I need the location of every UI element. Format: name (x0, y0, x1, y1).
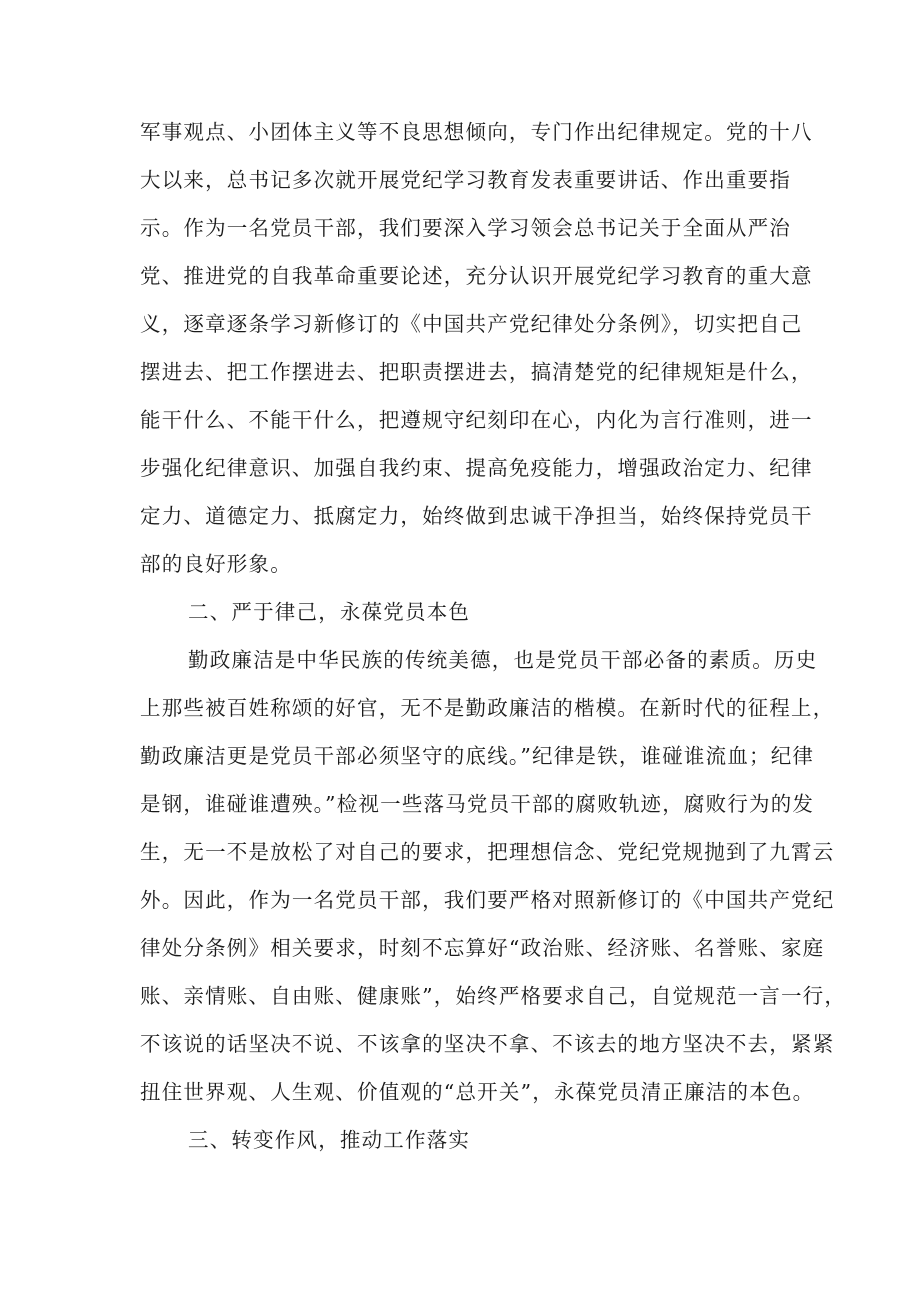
paragraph-line: 是钢，谁碰谁遭殃。”检视一些落马党员干部的腐败轨迹，腐败行为的发 (140, 792, 815, 816)
paragraph-line: 生，无一不是放松了对自己的要求，把理想信念、党纪党规抛到了九霄云 (140, 840, 835, 864)
paragraph-line: 外。因此，作为一名党员干部，我们要严格对照新修订的《中国共产党纪 (140, 888, 835, 912)
section-heading: 三、转变作风，推动工作落实 (188, 1128, 471, 1152)
paragraph-line: 示。作为一名党员干部，我们要深入学习领会总书记关于全面从严治 (140, 216, 791, 240)
paragraph-line: 上那些被百姓称颂的好官，无不是勤政廉洁的楷模。在新时代的征程上， (140, 696, 835, 720)
paragraph-line: 军事观点、小团体主义等不良思想倾向，专门作出纪律规定。党的十八 (140, 120, 813, 144)
paragraph-line: 义，逐章逐条学习新修订的《中国共产党纪律处分条例》，切实把自己 (140, 312, 803, 336)
paragraph-line: 扭住世界观、人生观、价值观的“总开关”，永葆党员清正廉洁的本色。 (140, 1080, 815, 1104)
paragraph-line: 摆进去、把工作摆进去、把职责摆进去，搞清楚党的纪律规矩是什么， (140, 360, 813, 384)
paragraph-line: 能干什么、不能干什么，把遵规守纪刻印在心，内化为言行准则，进一 (140, 408, 813, 432)
paragraph-line: 勤政廉洁是中华民族的传统美德，也是党员干部必备的素质。历史 (188, 648, 818, 672)
paragraph-line: 步强化纪律意识、加强自我约束、提高免疫能力，增强政治定力、纪律 (140, 456, 813, 480)
paragraph-line: 账、亲情账、自由账、健康账”，始终严格要求自己，自觉规范一言一行， (140, 984, 847, 1008)
paragraph-line: 勤政廉洁更是党员干部必须坚守的底线。”纪律是铁，谁碰谁流血；纪律 (140, 744, 815, 768)
paragraph-line: 律处分条例》相关要求，时刻不忘算好“政治账、经济账、名誉账、家庭 (140, 936, 825, 960)
paragraph-line: 大以来，总书记多次就开展党纪学习教育发表重要讲话、作出重要指 (140, 168, 791, 192)
paragraph-line: 部的良好形象。 (140, 552, 292, 576)
paragraph-line: 党、推进党的自我革命重要论述，充分认识开展党纪学习教育的重大意 (140, 264, 813, 288)
paragraph-line: 定力、道德定力、抵腐定力，始终做到忠诚干净担当，始终保持党员干 (140, 504, 813, 528)
paragraph-line: 不该说的话坚决不说、不该拿的坚决不拿、不该去的地方坚决不去，紧紧 (140, 1032, 835, 1056)
section-heading: 二、严于律己，永葆党员本色 (188, 600, 471, 624)
